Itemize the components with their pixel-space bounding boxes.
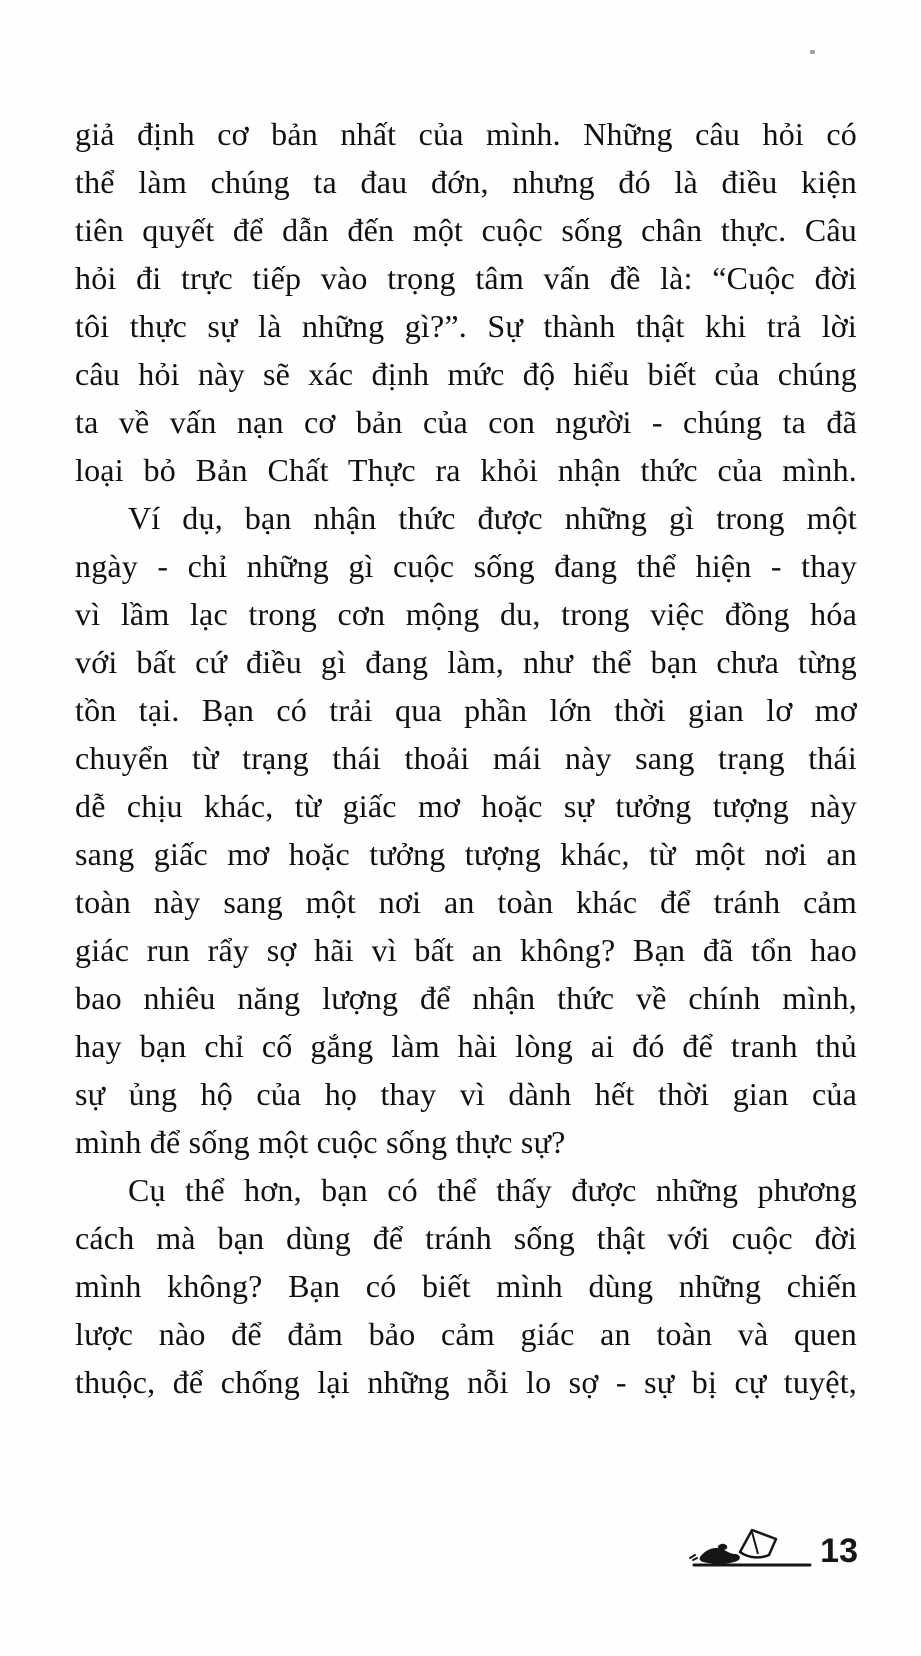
text-line: lược nào để đảm bảo cảm giác an toàn và quen [75,1316,857,1352]
scan-artifact [810,50,815,54]
text-line: giác run rẩy sợ hãi vì bất an không? Bạn đã tổn hao [75,932,857,968]
text-line: sự ủng hộ của họ thay vì dành hết thời gian của [75,1076,857,1112]
text-line: hay bạn chỉ cố gắng làm hài lòng ai đó để tranh thủ [75,1028,857,1064]
paragraph [75,1166,857,1406]
text-line: hỏi đi trực tiếp vào trọng tâm vấn đề là: “Cuộc đời [75,260,857,296]
text-line: bao nhiêu năng lượng để nhận thức về chính mình, [75,980,857,1016]
text-line: vì lầm lạc trong cơn mộng du, trong việc đồng hóa [75,596,857,632]
text-line: sang giấc mơ hoặc tưởng tượng khác, từ một nơi an [75,836,857,872]
text-line: ngày - chỉ những gì cuộc sống đang thể hiện - thay [75,548,857,584]
paragraph [75,494,857,1166]
sailboat-flourish-icon [688,1522,814,1570]
text-line: dễ chịu khác, từ giấc mơ hoặc sự tưởng tượng này [75,788,857,824]
text-line: Ví dụ, bạn nhận thức được những gì trong một [128,500,857,536]
text-line: mình để sống một cuộc sống thực sự? [75,1124,566,1160]
page-number: 13 [820,1532,858,1570]
text-line: tiên quyết để dẫn đến một cuộc sống chân thực. Câu [75,212,857,248]
text-line: tồn tại. Bạn có trải qua phần lớn thời gian lơ mơ [75,692,857,728]
text-line: tôi thực sự là những gì?”. Sự thành thật khi trả lời [75,308,857,344]
text-line: Cụ thể hơn, bạn có thể thấy được những phương [128,1172,857,1208]
text-line: chuyển từ trạng thái thoải mái này sang trạng thái [75,740,857,776]
text-line: giả định cơ bản nhất của mình. Những câu hỏi có [75,116,857,152]
text-line: thể làm chúng ta đau đớn, nhưng đó là điều kiện [75,164,857,200]
text-line: với bất cứ điều gì đang làm, như thể bạn chưa từng [75,644,857,680]
paragraph [75,110,857,494]
text-line: toàn này sang một nơi an toàn khác để tránh cảm [75,884,857,920]
text-line: thuộc, để chống lại những nỗi lo sợ - sự bị cự tuyệt, [75,1364,857,1400]
text-line: câu hỏi này sẽ xác định mức độ hiểu biết của chúng [75,356,857,392]
page-footer [688,1522,858,1570]
text-line: mình không? Bạn có biết mình dùng những chiến [75,1268,857,1304]
text-line: loại bỏ Bản Chất Thực ra khỏi nhận thức của mình. [75,452,857,488]
text-block [75,110,857,1406]
text-line: ta về vấn nạn cơ bản của con người - chúng ta đã [75,404,857,440]
text-line: cách mà bạn dùng để tránh sống thật với cuộc đời [75,1220,857,1256]
